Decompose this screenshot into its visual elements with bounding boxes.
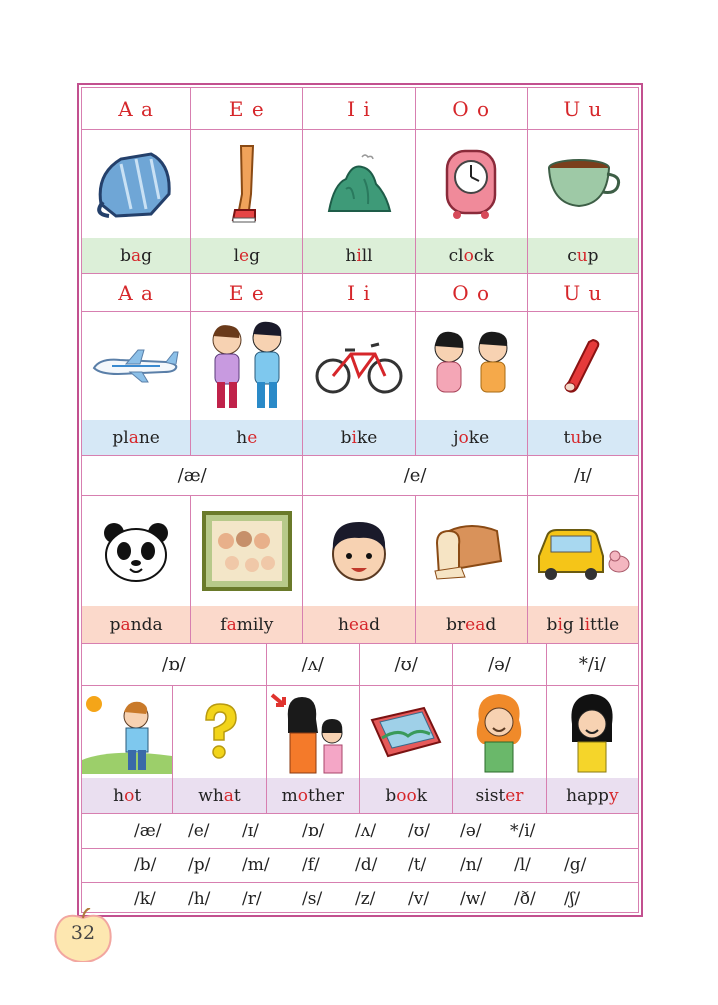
word-cell: [528, 238, 638, 274]
word-family: [220, 615, 273, 635]
word-vowel: i: [351, 427, 357, 448]
word-part: mily: [236, 614, 274, 635]
hot-picture: [82, 686, 173, 778]
vowel-cell: [303, 274, 415, 312]
word-vowel: o: [297, 785, 309, 806]
phonetic-symbol: /e/: [188, 821, 210, 841]
ipa-symbol: /ʌ/: [301, 654, 324, 675]
word-cup: [567, 246, 598, 266]
word-part: f: [220, 614, 227, 635]
vowel-letter: I i: [347, 280, 371, 305]
word-part: h: [113, 785, 125, 806]
consonant-symbols-row-1: [82, 848, 638, 883]
cup-picture: [528, 130, 638, 238]
vowel-letter: E e: [228, 280, 265, 305]
vowel-symbols-row: [82, 814, 638, 849]
ipa-symbol: /ɒ/: [162, 654, 186, 675]
word-cell: [360, 778, 453, 814]
tube-picture: [528, 312, 638, 420]
phonetic-symbol: /ɒ/: [302, 821, 325, 841]
word-cell: [528, 606, 638, 644]
vowel-letter: O o: [452, 96, 491, 121]
word-bike: [341, 428, 378, 448]
ipa-symbol: /e/: [403, 465, 427, 486]
word-part: happ: [566, 785, 609, 806]
ipa-symbol: /ʊ/: [394, 654, 418, 675]
word-cell: [528, 420, 638, 456]
plane-picture: [82, 312, 191, 420]
word-part: pl: [112, 427, 129, 448]
word-part: sist: [475, 785, 506, 806]
word-part: g: [562, 614, 574, 635]
word-part: c: [567, 245, 577, 266]
phonetic-symbol: /l/: [514, 855, 531, 875]
word-he: [236, 428, 257, 448]
ipa-cell: [82, 456, 303, 496]
bike-picture: [303, 312, 415, 420]
panda-picture: [82, 496, 191, 606]
happy-picture: [547, 686, 638, 778]
word-vowel: a: [131, 245, 142, 266]
what-picture: [173, 686, 266, 778]
word-tube: [564, 428, 603, 448]
word-cell: [416, 420, 528, 456]
word-part: p: [109, 614, 121, 635]
phonetic-symbol: /s/: [302, 889, 323, 909]
phonetic-symbol: /ð/: [514, 889, 536, 909]
vowel-cell: [82, 88, 191, 130]
word-part: ke: [356, 427, 378, 448]
word-part: ck: [473, 245, 494, 266]
word-cell: [453, 778, 546, 814]
phonetic-symbol: /d/: [355, 855, 378, 875]
word-vowel: y: [608, 785, 619, 806]
ipa-symbol: /ɪ/: [573, 465, 592, 486]
word-vowel: a: [226, 614, 237, 635]
word-part: t: [233, 785, 241, 806]
word-vowel: e: [239, 245, 250, 266]
phonetic-symbol: /b/: [134, 855, 157, 875]
word-clock: [449, 246, 494, 266]
mother-picture: [267, 686, 360, 778]
word-cell: [416, 606, 528, 644]
word-big-little: [547, 615, 620, 635]
phonetic-symbol: /r/: [242, 889, 262, 909]
word-part: g: [141, 245, 153, 266]
picture-row-2: [82, 312, 638, 420]
word-bag: [120, 246, 152, 266]
word-part: ne: [138, 427, 160, 448]
word-vowel: u: [570, 427, 582, 448]
word-what: [198, 786, 240, 806]
phonetic-symbol: /ʊ/: [408, 821, 430, 841]
ipa-cell: [267, 644, 360, 686]
word-cell: [303, 420, 415, 456]
phonetic-symbol: /k/: [134, 889, 156, 909]
ipa-cell: [303, 456, 527, 496]
phonetic-symbol: /ʌ/: [355, 821, 377, 841]
word-part: d: [369, 614, 381, 635]
word-cell: [191, 420, 303, 456]
phonetic-symbol: */i/: [510, 821, 536, 841]
picture-row-1: [82, 130, 638, 238]
word-cell: [303, 238, 415, 274]
vowel-cell: [416, 88, 528, 130]
hill-picture: [303, 130, 415, 238]
word-vowel: e: [247, 427, 258, 448]
word-joke: [453, 428, 489, 448]
vowel-letter: E e: [228, 96, 265, 121]
bag-picture: [82, 130, 191, 238]
he-picture: [191, 312, 303, 420]
vowel-letter: A a: [118, 280, 154, 305]
word-cell: [303, 606, 415, 644]
sister-picture: [453, 686, 546, 778]
word-part: d: [485, 614, 497, 635]
phonetic-symbol: /ɪ/: [242, 821, 259, 841]
word-cell: [82, 238, 191, 274]
word-book: [385, 786, 427, 806]
word-cell: [82, 606, 191, 644]
leg-picture: [191, 130, 303, 238]
page-number: 32: [70, 922, 96, 944]
word-panda: [110, 615, 163, 635]
ipa-symbol: /ə/: [488, 654, 511, 675]
word-cell: [547, 778, 638, 814]
consonant-symbols-row-2: [82, 882, 638, 916]
word-part: nda: [130, 614, 163, 635]
phonetic-symbol: /w/: [460, 889, 487, 909]
ipa-cell: [453, 644, 546, 686]
word-vowel: a: [128, 427, 139, 448]
word-vowel: oo: [396, 785, 417, 806]
vowel-cell: [303, 88, 415, 130]
word-part: k: [416, 785, 427, 806]
vowel-letter: A a: [118, 96, 154, 121]
ipa-symbol: */i/: [578, 654, 606, 675]
ipa-header-row-1: [82, 456, 638, 496]
ipa-header-row-2: [82, 644, 638, 686]
word-part: wh: [198, 785, 224, 806]
word-part: h: [345, 245, 357, 266]
word-plane: [112, 428, 159, 448]
word-cell: [191, 606, 303, 644]
vowel-letter: I i: [347, 96, 371, 121]
phonetic-symbol: /ʃ/: [564, 889, 581, 909]
ipa-cell: [547, 644, 638, 686]
word-vowel: o: [463, 245, 474, 266]
bread-picture: [416, 496, 528, 606]
vowel-header-row-2: [82, 274, 638, 312]
vowel-cell: [191, 274, 303, 312]
word-cell: [416, 238, 528, 274]
word-vowel: er: [505, 785, 524, 806]
vowel-letter: U u: [563, 280, 603, 305]
word-vowel: o: [124, 785, 135, 806]
word-vowel: ea: [465, 614, 486, 635]
word-sister: [476, 786, 524, 806]
ipa-cell: [528, 456, 638, 496]
word-part: l: [573, 614, 585, 635]
word-part: ll: [361, 245, 373, 266]
word-part: h: [236, 427, 248, 448]
word-part: j: [453, 427, 459, 448]
clock-picture: [416, 130, 528, 238]
word-part: ttle: [590, 614, 620, 635]
vowel-letter: O o: [452, 280, 491, 305]
vowel-letter: U u: [563, 96, 603, 121]
word-part: cl: [448, 245, 464, 266]
word-row-2: [82, 420, 638, 456]
word-row-3: [82, 606, 638, 644]
word-cell: [267, 778, 360, 814]
word-part: b: [546, 614, 558, 635]
vowel-cell: [82, 274, 191, 312]
family-picture: [191, 496, 303, 606]
word-vowel: i: [557, 614, 563, 635]
word-vowel: a: [120, 614, 131, 635]
word-cell: [82, 778, 173, 814]
word-part: t: [134, 785, 142, 806]
vowel-cell: [191, 88, 303, 130]
word-part: ther: [308, 785, 344, 806]
phonetic-symbol: /f/: [302, 855, 320, 875]
word-head: [338, 615, 380, 635]
phonetic-symbol: /g/: [564, 855, 587, 875]
phonetic-symbol: /v/: [408, 889, 430, 909]
word-hill: [345, 246, 372, 266]
phonetic-symbol: /h/: [188, 889, 211, 909]
phonetic-symbol: /z/: [355, 889, 376, 909]
word-mother: [282, 786, 344, 806]
phonetic-symbol: /n/: [460, 855, 483, 875]
word-part: g: [249, 245, 260, 266]
word-row-1: [82, 238, 638, 274]
word-vowel: i: [584, 614, 591, 635]
word-part: br: [446, 614, 466, 635]
word-bread: [446, 615, 496, 635]
word-part: b: [340, 427, 352, 448]
word-cell: [82, 420, 191, 456]
phonetic-symbol: /t/: [408, 855, 427, 875]
word-part: p: [587, 245, 599, 266]
picture-row-4: [82, 686, 638, 778]
word-vowel: ea: [348, 614, 370, 635]
vowel-cell: [528, 274, 638, 312]
word-vowel: a: [223, 785, 234, 806]
joke-picture: [416, 312, 528, 420]
ipa-cell: [360, 644, 453, 686]
vowel-header-row-1: [82, 88, 638, 130]
book-picture: [360, 686, 453, 778]
word-part: ke: [468, 427, 490, 448]
word-part: l: [233, 245, 240, 266]
word-part: h: [337, 614, 349, 635]
word-cell: [191, 238, 303, 274]
word-part: b: [385, 785, 397, 806]
picture-row-3: [82, 496, 638, 606]
phonetic-symbol: /æ/: [134, 821, 162, 841]
phonetic-symbol: /ə/: [460, 821, 482, 841]
word-vowel: u: [576, 245, 588, 266]
word-row-4: [82, 778, 638, 814]
ipa-symbol: /æ/: [177, 465, 207, 486]
vowel-cell: [528, 88, 638, 130]
table-inner: [81, 87, 639, 913]
word-leg: [234, 246, 260, 266]
ipa-cell: [82, 644, 267, 686]
vowel-cell: [416, 274, 528, 312]
word-hot: [113, 786, 141, 806]
word-part: m: [281, 785, 298, 806]
phonetic-symbol: /m/: [242, 855, 270, 875]
big-little-picture: [528, 496, 638, 606]
head-picture: [303, 496, 415, 606]
phonics-table: [77, 83, 643, 917]
word-vowel: i: [356, 245, 362, 266]
word-part: b: [120, 245, 132, 266]
word-cell: [173, 778, 266, 814]
phonetic-symbol: /p/: [188, 855, 211, 875]
word-part: t: [563, 427, 571, 448]
word-part: be: [581, 427, 603, 448]
word-happy: [566, 786, 618, 806]
word-vowel: o: [458, 427, 469, 448]
